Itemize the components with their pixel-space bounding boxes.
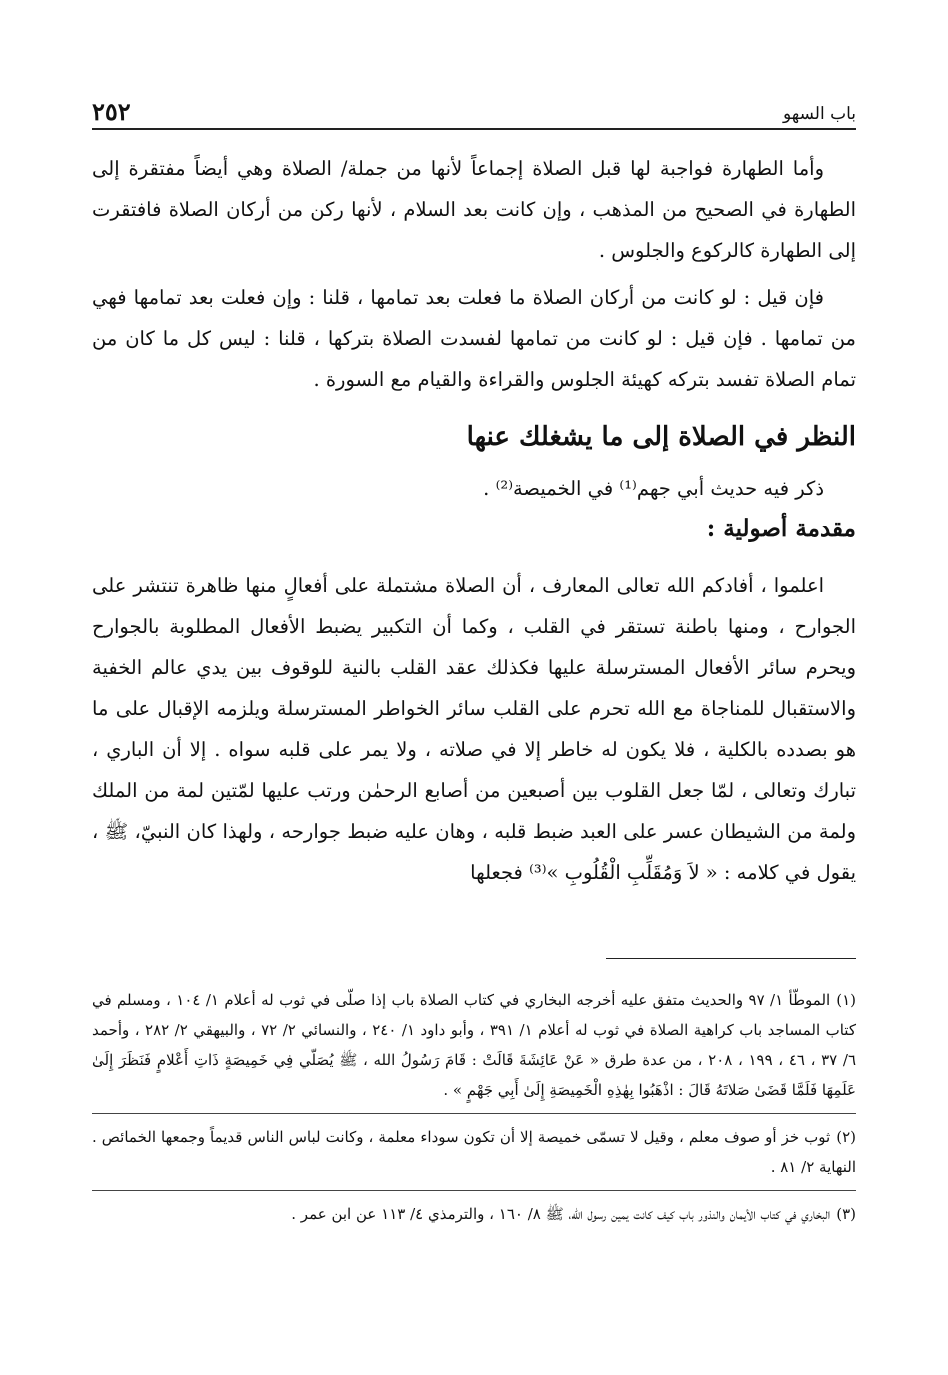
footnote-number: (٣): [836, 1205, 856, 1223]
paragraph-hadith-mention: ذكر فيه حديث أبي جهم⁽¹⁾ في الخميصة⁽²⁾ .: [483, 477, 824, 500]
page-header: [92, 92, 856, 130]
section-heading: النظر في الصلاة إلى ما يشغلك عنها: [466, 422, 856, 452]
footnote-text: الموطّأ ١/ ٩٧ والحديث متفق عليه أخرجه البخاري في كتاب الصلاة باب إذا صلّى في ثوب له أعلام ١/ ١٠٤ ، ومسلم في كتاب المساجد باب كراهية الصلاة في ثوب له أعلام ١/ ٣٩١ ، وأبو داود ١/ ٢٤٠ ، والنسائي ٢/ ٧٢ ، والبيهقي ٢/ ٢٨٢ ، وأحمد ٦/ ٣٧ ، ٤٦ ، ١٩٩ ، ٢٠٨ ، من عدة طرق « عَنْ عَائِشَةَ قَالَتْ : قَامَ رَسُولُ الله ، ﷺ يُصَلّي فِي خَمِيصَةٍ ذَاتِ أَعْلامٍ فَنَظَرَ إِلَىٰ عَلَمِهَا فَلَمَّا قَضَىٰ صَلاتَهُ قَالَ : اذْهَبُوا بِهٰذِهِ الْخَمِيصَةِ إِلَىٰ أَبِي جَهْمٍ » .: [92, 991, 856, 1099]
paragraph-introduction: اعلموا ، أفادكم الله تعالى المعارف ، أن الصلاة مشتملة على أفعالٍ منها ظاهرة تنتشر على الجوارح ، ومنها باطنة تستقر في القلب ، وكما أن التكبير يضبط الأفعال المطلوبة بالجوارح ويحرم سائر الأفعال المسترسلة عليها فكذلك عقد القلب بالنية للوقوف بين يدي عالم الخفية والاستقبال للمناجاة مع الله تحرم على القلب سائر الخواطر المسترسلة ويلزمه الإقبال على ما هو بصدده بالكلية ، فلا يكون له خاطر إلا في صلاته ، ولا يمر على قلبه سواه . إلا أن الباري ، تبارك وتعالى ، لمّا جعل القلوب بين أصبعين من أصابع الرحمٰن ورتب عليها لمّتين لمة من الملك ولمة من الشيطان عسر على العبد ضبط قلبه ، وهان عليه ضبط جوارحه ، ولهذا كان النبيّ، ﷺ ، يقول في كلامه : « لاَ وَمُقَلِّبِ الْقُلُوبِ »⁽³⁾ فجعلها: [92, 574, 856, 884]
footnote-1: [92, 985, 856, 1105]
footnote-3: [92, 1199, 856, 1229]
footnote-separator: [606, 958, 856, 959]
subsection-heading: مقدمة أصولية :: [706, 515, 856, 542]
paragraph-taharah: وأما الطهارة فواجبة لها قبل الصلاة إجماعاً لأنها من جملة/ الصلاة وهي أيضاً مفتقرة إلى الطهارة في الصحيح من المذهب ، وإن كانت بعد السلام ، لأنها ركن من أركان الصلاة فافتقرت إلى الطهارة كالركوع والجلوس .: [92, 157, 856, 262]
footnote-text: البخاري في كتاب الأيمان والنذور باب كيف كانت يمين رسول الله، ﷺ ٨/ ١٦٠ ، والترمذي ٤/ ١١٣ عن ابن عمر .: [291, 1205, 831, 1223]
footnotes: [92, 985, 856, 1237]
footnote-divider: [92, 1113, 856, 1114]
footnote-number: (١): [836, 991, 857, 1009]
page-number: ٢٥٢: [92, 97, 131, 126]
chapter-title: باب السهو: [782, 104, 856, 124]
footnote-number: (٢): [836, 1128, 856, 1146]
footnote-text: ثوب خز أو صوف معلم ، وقيل لا تسمّى خميصة إلا أن تكون سوداء معلمة ، وكانت لباس الناس قديماً وجمعها الخمائص . النهاية ٢/ ٨١ .: [92, 1128, 856, 1176]
paragraph-objection: فإن قيل : لو كانت من أركان الصلاة ما فعلت بعد تمامها ، قلنا : وإن فعلت بعد تمامها فهي من تمامها . فإن قيل : لو كانت من تمامها لفسدت الصلاة بتركها ، قلنا : ليس كل ما كان من تمام الصلاة تفسد بتركه كهيئة الجلوس والقراءة والقيام مع السورة .: [92, 286, 856, 391]
footnote-divider: [92, 1190, 856, 1191]
main-text: [92, 148, 856, 893]
footnote-2: [92, 1122, 856, 1182]
